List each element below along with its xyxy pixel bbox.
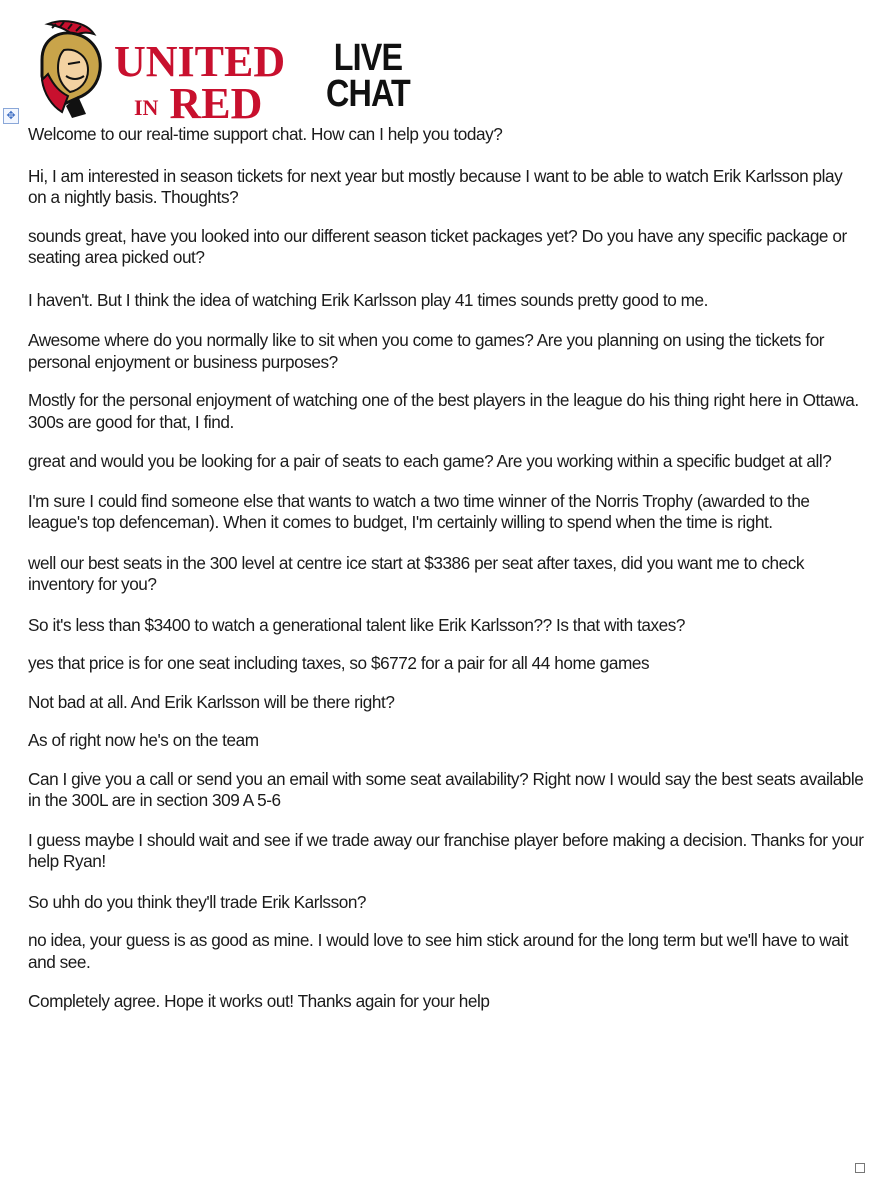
chat-message: Completely agree. Hope it works out! Thanks again for your help <box>28 991 490 1011</box>
chat-message: Hi, I am interested in season tickets for next year but mostly because I want to be able to watch Erik Karlsson play on a nightly basis. Thoughts? <box>28 165 843 207</box>
chat-message: Awesome where do you normally like to sit when you come to games? Are you planning on using the tickets for personal enjoyment or business purposes? <box>28 330 825 372</box>
table-move-handle-icon[interactable]: ✥ <box>3 108 19 124</box>
chat-message: As of right now he's on the team <box>28 730 259 750</box>
chat-message: sounds great, have you looked into our different season ticket packages yet? Do you have any specific package or seating area picked out? <box>28 225 847 267</box>
brand-wordmark <box>114 37 286 128</box>
chat-header <box>34 18 454 128</box>
chat-message: So it's less than $3400 to watch a generational talent like Erik Karlsson?? Is that with taxes? <box>28 614 686 635</box>
brand-red: RED <box>169 79 263 128</box>
live-chat-title <box>326 37 410 115</box>
chat-message: well our best seats in the 300 level at centre ice start at $3386 per seat after taxes, did you want me to check inventory for you? <box>28 552 805 594</box>
table-resize-handle-icon[interactable] <box>855 1163 865 1173</box>
chat-message: Mostly for the personal enjoyment of watching one of the best players in the league do his thing right here in Ottawa. 300s are good for that, I find. <box>28 390 859 432</box>
chat-message: Can I give you a call or send you an email with some seat availability? Right now I would say the best seats available in the 300L are in section 309 A 5-6 <box>28 768 864 810</box>
chat-message: Welcome to our real-time support chat. How can I help you today? <box>28 124 503 144</box>
brand-in-red <box>134 79 285 128</box>
chat-label: CHAT <box>326 73 410 115</box>
brand-united: UNITED <box>114 37 286 86</box>
chat-transcript <box>28 124 864 1013</box>
chat-message: I guess maybe I should wait and see if we trade away our franchise player before making a decision. Thanks for your help Ryan! <box>28 829 864 871</box>
chat-message: yes that price is for one seat including taxes, so $6772 for a pair for all 44 home games <box>28 653 650 673</box>
senators-helmet-logo-icon <box>34 20 108 120</box>
chat-message: I haven't. But I think the idea of watching Erik Karlsson play 41 times sounds pretty good to me. <box>28 289 708 310</box>
chat-message: great and would you be looking for a pair of seats to each game? Are you working within a specific budget at all? <box>28 451 832 471</box>
chat-message: no idea, your guess is as good as mine. I would love to see him stick around for the long term but we'll have to wait and see. <box>28 930 849 972</box>
brand-in: IN <box>134 94 159 120</box>
chat-message: So uhh do you think they'll trade Erik Karlsson? <box>28 891 367 912</box>
live-label: LIVE <box>333 37 403 79</box>
chat-message: Not bad at all. And Erik Karlsson will be there right? <box>28 691 395 712</box>
chat-message: I'm sure I could find someone else that wants to watch a two time winner of the Norris Trophy (awarded to the league's top defenceman). When it comes to budget, I'm certainly willing to spend when the time is right. <box>28 490 810 532</box>
